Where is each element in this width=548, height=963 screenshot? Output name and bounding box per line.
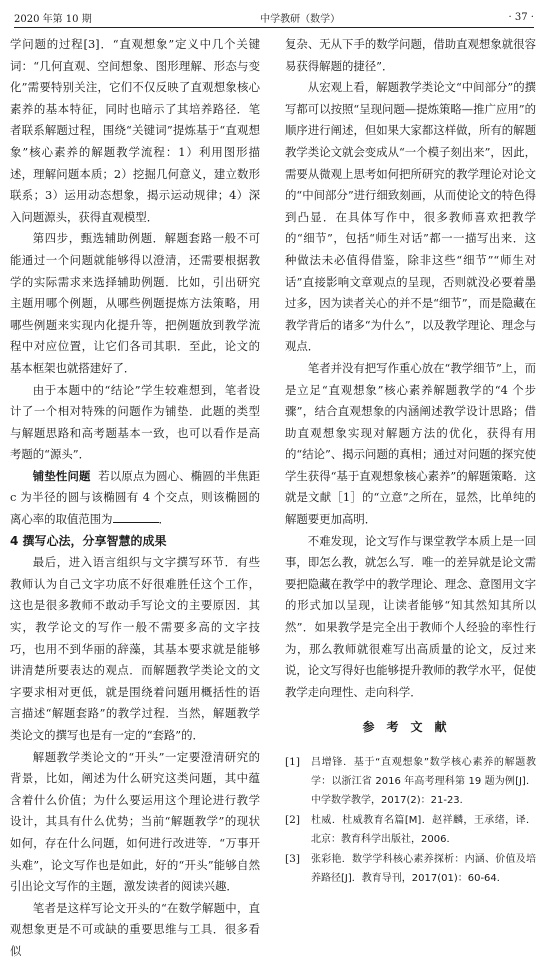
page-header xyxy=(14,8,534,26)
right-column xyxy=(285,34,536,889)
paragraph: 最后，进入语言组织与文字撰写环节．有些教师认为自己文字功底不好很难胜任这个工作，这也是很多教师不敢动手写论文的主要原因．其实，教学论文的写作一般不需要多高的文字技巧，也用不到华丽的辞藻，其基本要求就是能够讲清楚所要表达的观点．而解题教学类论文的文字要求相对更低，就是围绕着问题用概括性的语言描述“解题套路”的教学过程．当然，解题教学类论文的撰写也是有一定的“套路”的． xyxy=(10,555,260,742)
reference-item xyxy=(285,850,536,888)
header-divider xyxy=(14,27,534,28)
paragraph-example xyxy=(10,466,260,531)
reference-item xyxy=(285,811,536,849)
reference-text: 杜威．杜威教育名篇[M]．赵祥麟，王承绪，译．北京：教育科学出版社，2006． xyxy=(311,815,536,845)
reference-text: 吕增锋．基于“直观想象”数学核心素养的解题教学：以浙江省 2016 年高考理科第 19 题为例[J]．中学数学教学，2017(2)：21-23． xyxy=(311,757,536,806)
reference-text: 张彩艳．数学学科核心素养探析：内涵、价值及培养路径[J]．教育导刊，2017(01)：60-64． xyxy=(311,854,536,884)
paragraph: 从宏观上看，解题教学类论文“中间部分”的撰写都可以按照“呈现问题—提炼策略—推广应用”的顺序进行阐述，但如果大家都这样做，所有的解题教学类论文就会变成从“一个模子刻出来”，因此，需要从微观上思考如何把所研究的教学理论对论文的“中间部分”进行细致刻画，从而使论文的特色得到凸显．在具体写作中，很多教师喜欢把教学的“细节”，包括“师生对话”都一一描写出来．这种做法未必值得借鉴，除非这些“细节”“师生对话”直接影响文章观点的呈现，否则就没必要着墨过多，因为读者关心的并不是“细节”，而是隐藏在教学背后的诸多“为什么”，以及教学理论、理念与观点． xyxy=(285,80,536,354)
paragraph: 笔者是这样写论文开头的“在数学解题中，直观想象更是不可或缺的重要思维与工具．很多看似 xyxy=(10,900,260,958)
paragraph: 解题教学类论文的“开头”一定要澄清研究的背景，比如，阐述为什么研究这类问题，其中蕴含着什么价值；为什么要运用这个理论进行教学设计，其具有什么优势；当前“解题教学”的现状如何，存在什么问题，如何进行改进等．“万事开头难”，论文写作也是如此，好的“开头”能够自然引出论文写作的主题，激发读者的阅读兴趣． xyxy=(10,749,260,894)
paragraph: 笔者并没有把写作重心放在“教学细节”上，而是立足“直观想象”核心素养解题教学的“4 个步骤”，结合直观想象的内涵阐述教学设计思路；借助直观想象实现对解题方法的优化，获得有用的“结论”、揭示问题的真相；通过对问题的探究使学生获得“基于直观想象核心素养”的解题策略．这就是文献［1］的“立意”之所在，显然，比单纯的解题要更加高明． xyxy=(285,360,536,527)
paragraph: 学问题的过程[3]．“直观想象”定义中几个关键词：“几何直观、空间想象、图形理解、形态与变化”需要特别关注，它们不仅反映了直观想象核心素养的基本特征，同时也暗示了其培养路径．笔者联系解题过程，围绕“关键词”提炼基于“直观想象”核心素养的解题教学流程：1）利用图形描述，理解问题本质；2）挖掘几何意义，建立数形联系；3）运用动态想象，揭示运动规律；4）深入问题源头，获得直观模型． xyxy=(10,37,260,224)
header-page-number: · 37 · xyxy=(508,11,534,23)
example-text: 若以原点为圆心、椭圆的半焦距 c 为半径的圆与该椭圆有 4 个交点，则该椭圆的离心率的取值范围为 xyxy=(10,468,260,527)
example-end: ． xyxy=(158,512,170,527)
paragraph: 第四步，甄选辅助例题．解题套路一般不可能通过一个问题就能够得以澄清，还需要根据教学的实际需求来选择辅助例题．比如，引出研究主题用哪个例题，从哪些例题提炼方法策略，用哪些例题来实现内化提升等，把例题放到教学流程中对应位置，让它们各司其职．至此，论文的基本框架也就搭建好了． xyxy=(10,231,260,375)
references-title: 参考文献 xyxy=(362,720,459,735)
reference-item xyxy=(285,753,536,810)
section-heading: 4 撰写心法，分享智慧的成果 xyxy=(10,533,167,548)
reference-number: [1] xyxy=(285,756,301,768)
header-issue: 2020 年第 10 期 xyxy=(14,13,92,25)
reference-number: [3] xyxy=(285,853,301,865)
example-label: 铺垫性问题 xyxy=(32,468,91,483)
answer-blank xyxy=(113,510,159,523)
header-journal-title: 中学教研（数学） xyxy=(260,13,341,25)
left-column xyxy=(10,34,260,963)
reference-number: [2] xyxy=(285,814,301,826)
paragraph: 由于本题中的“结论”学生较难想到，笔者设计了一个相对特殊的问题作为铺垫．此题的类型与解题思路和高考题基本一致，也可以看作是高考题的“源头”． xyxy=(10,382,260,462)
paragraph: 不难发现，论文写作与课堂教学本质上是一回事，即怎么教，就怎么写．唯一的差异就是论文需要把隐藏在教学中的教学理论、理念、意图用文字的形式加以呈现，让读者能够“知其然知其所以然”．如果教学是完全出于教师个人经验的率性行为，那么教师就很难写出高质量的论文，反过来说，论文写得好也能够提升教师的教学水平，促使教学走向理性、走向科学． xyxy=(285,533,536,699)
paragraph: 复杂、无从下手的数学问题，借助直观想象就很容易获得解题的捷径”． xyxy=(285,37,536,73)
